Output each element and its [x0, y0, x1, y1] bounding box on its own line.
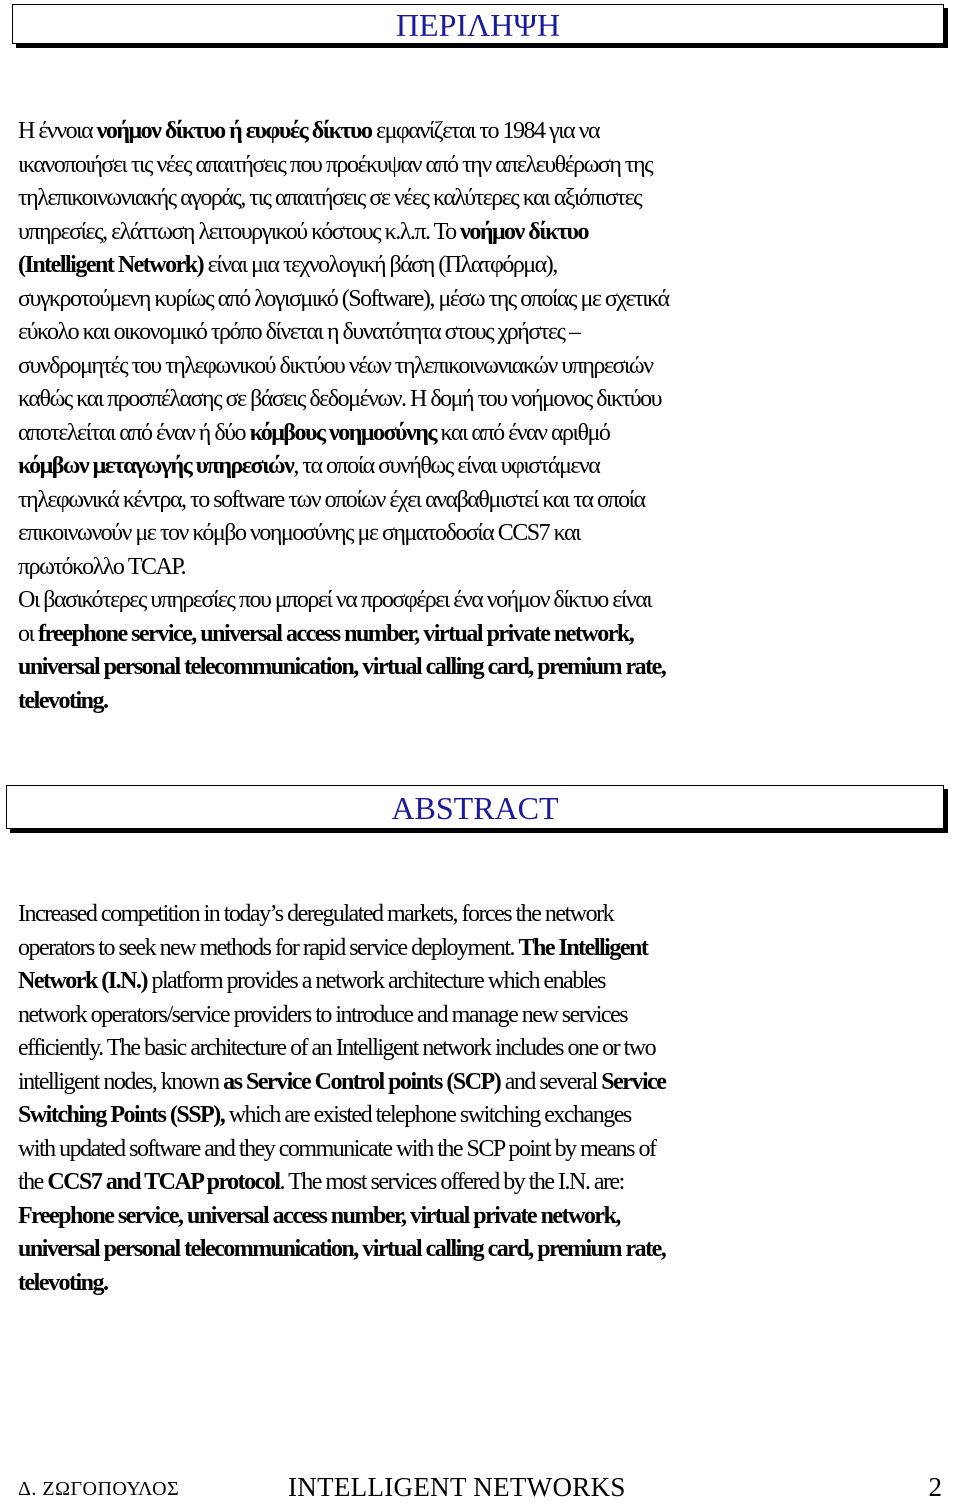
greek-summary-heading-text: ΠΕΡΙΛΗΨΗ [395, 7, 561, 43]
text-line [18, 517, 948, 551]
text-run: platform provides a network architecture which enables [146, 968, 605, 994]
text-line [18, 216, 948, 250]
text-line [18, 898, 948, 932]
text-run: τηλεπικοινωνιακής αγοράς, τις απαιτήσεις σε νέες καλύτερες και αξιόπιστες [18, 185, 642, 211]
bold-text-run: televoting. [18, 687, 108, 714]
text-run: υπηρεσίες, ελάττωση λειτουργικού κόστους κ.λ.π. Το [18, 218, 461, 245]
text-line [18, 417, 948, 451]
bold-text-run: The Intelligent [518, 934, 648, 961]
text-run: είναι μια τεχνολογική βάση (Πλατφόρμα), [203, 252, 557, 278]
text-run: ικανοποιήσει τις νέες απαιτήσεις που προέκυψαν από την απελευθέρωση της [18, 151, 653, 178]
text-run: συγκροτούμενη κυρίως από λογισμικό (Software), μέσω της οποίας με σχετικά [18, 285, 669, 312]
text-line [18, 383, 948, 417]
text-run: Increased competition in today’s deregulated markets, forces the network [18, 901, 614, 927]
text-run: , τα οποία συνήθως είναι υφιστάμενα [293, 453, 600, 479]
bold-text-run: νοήμον δίκτυο [460, 218, 589, 245]
text-run: the [18, 1169, 48, 1195]
bold-text-run: κόμβους νοημοσύνης [249, 419, 436, 446]
text-line [18, 965, 948, 999]
text-line [18, 685, 948, 719]
bold-text-run: universal personal telecommunication, virtual calling card, premium rate, [18, 1236, 666, 1262]
bold-text-run: Switching Points (SSP), [18, 1102, 225, 1128]
text-line [18, 1032, 948, 1066]
footer-author: Δ. ΖΩΓΟΠΟΥΛΟΣ [18, 1478, 180, 1500]
text-run: Η έννοια [18, 118, 97, 144]
text-run: τηλεφωνικά κέντρα, το software των οποίων έχει αναβαθμιστεί και τα οποία [18, 486, 645, 513]
page-number: 2 [928, 1472, 942, 1502]
text-line [18, 1166, 948, 1200]
greek-summary-heading [12, 4, 944, 44]
text-run: συνδρομητές του τηλεφωνικού δικτύου νέων τηλεπικοινωνιακών υπηρεσιών [18, 352, 653, 379]
bold-text-run: televoting. [18, 1269, 108, 1296]
bold-text-run: Freephone service, universal access number, virtual private network, [18, 1202, 620, 1229]
text-run: operators to seek new methods for rapid service deployment. [18, 934, 519, 961]
text-line [18, 932, 948, 966]
abstract-paragraph [18, 898, 948, 1300]
text-run: πρωτόκολλο TCAP. [18, 553, 186, 580]
text-run: which are existed telephone switching exchanges [224, 1102, 631, 1128]
text-line [18, 1233, 948, 1267]
text-line [18, 584, 948, 618]
text-run: Οι βασικότερες υπηρεσίες που μπορεί να προσφέρει ένα νοήμον δίκτυο είναι [18, 587, 652, 613]
text-run: network operators/service providers to introduce and manage new services [18, 1001, 628, 1028]
text-run: with updated software and they communicate with the SCP point by means of [18, 1135, 656, 1162]
text-line [18, 1133, 948, 1167]
text-line [18, 1099, 948, 1133]
bold-text-run: νοήμον δίκτυο ή ευφυές δίκτυο [96, 118, 372, 144]
bold-text-run: universal personal telecommunication, virtual calling card, premium rate, [18, 654, 666, 680]
text-run: efficiently. The basic architecture of an Intelligent network includes one or two [18, 1035, 656, 1061]
text-line [18, 316, 948, 350]
text-line [18, 283, 948, 317]
text-line [18, 484, 948, 518]
text-line [18, 651, 948, 685]
text-run: εμφανίζεται το 1984 για να [371, 118, 600, 144]
greek-summary-paragraph [18, 115, 948, 718]
bold-text-run: (Intelligent Network) [18, 252, 204, 278]
text-line [18, 1200, 948, 1234]
footer-title: INTELLIGENT NETWORKS [288, 1472, 626, 1502]
page-footer [0, 1470, 960, 1504]
abstract-heading [6, 785, 944, 829]
text-line [18, 249, 948, 283]
bold-text-run: Network (I.N.) [18, 968, 147, 994]
text-run: and several [500, 1068, 602, 1095]
text-line [18, 1066, 948, 1100]
text-run: οι [18, 620, 38, 647]
text-line [18, 1267, 948, 1301]
text-line [18, 450, 948, 484]
bold-text-run: κόμβων μεταγωγής υπηρεσιών [18, 453, 294, 479]
text-line [18, 182, 948, 216]
abstract-heading-text: ABSTRACT [391, 790, 559, 826]
text-line [18, 999, 948, 1033]
text-run: αποτελείται από έναν ή δύο [18, 419, 250, 446]
text-run: intelligent nodes, known [18, 1068, 224, 1095]
bold-text-run: freephone service, universal access number, virtual private network, [37, 620, 634, 647]
text-line [18, 551, 948, 585]
bold-text-run: Service [601, 1068, 666, 1095]
text-run: και από έναν αριθμό [435, 419, 610, 446]
text-line [18, 115, 948, 149]
text-run: καθώς και προσπέλασης σε βάσεις δεδομένων. Η δομή του νοήμονος δικτύου [18, 386, 661, 412]
text-line [18, 618, 948, 652]
text-run: εύκολο και οικονομικό τρόπο δίνεται η δυνατότητα στους χρήστες – [18, 319, 580, 345]
text-run: επικοινωνούν με τον κόμβο νοημοσύνης με σηματοδοσία CCS7 και [18, 520, 581, 546]
text-line [18, 350, 948, 384]
bold-text-run: as Service Control points (SCP) [223, 1068, 501, 1095]
bold-text-run: CCS7 and TCAP protocol [47, 1169, 280, 1195]
text-run: . The most services offered by the I.N. are: [279, 1169, 624, 1195]
text-line [18, 149, 948, 183]
